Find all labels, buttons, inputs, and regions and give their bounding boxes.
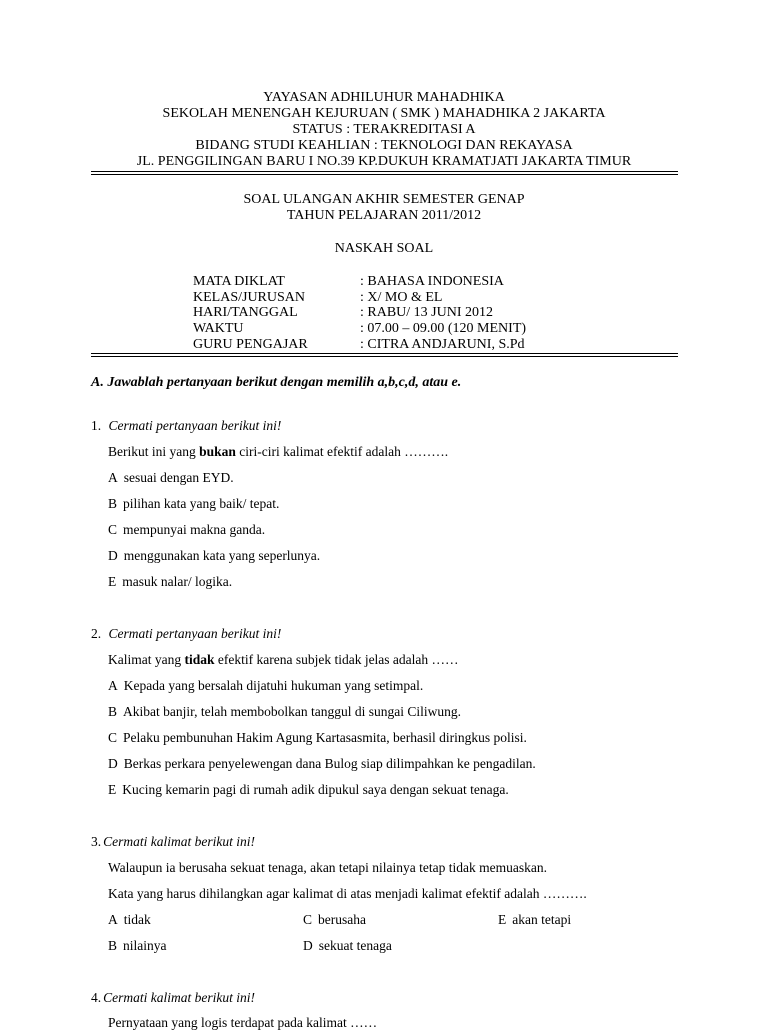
option-text: sekuat tenaga — [318, 938, 392, 953]
header-foundation: YAYASAN ADHILUHUR MAHADHIKA — [263, 90, 505, 105]
naskah-soal: NASKAH SOAL — [334, 241, 434, 256]
option-letter: B — [108, 704, 118, 719]
option-text: tidak — [123, 912, 151, 927]
option-text: Pelaku pembunuhan Hakim Agung Kartasasmita, berhasil diringkus polisi. — [123, 730, 527, 745]
option-text: Akibat banjir, telah membobolkan tanggul di sungai Ciliwung. — [123, 704, 462, 719]
question-1-option-b[interactable] — [108, 496, 279, 512]
question-instruction: Cermati pertanyaan berikut ini! — [108, 626, 282, 641]
option-letter: D — [108, 756, 118, 771]
question-3-question: Kata yang harus dihilangkan agar kalimat di atas menjadi kalimat efektif adalah ………. — [108, 886, 587, 901]
option-letter: B — [108, 496, 118, 511]
option-text: menggunakan kata yang seperlunya. — [123, 548, 321, 563]
option-letter: D — [303, 938, 313, 953]
info-rule-top — [91, 353, 678, 354]
header-address: JL. PENGGILINGAN BARU I NO.39 KP.DUKUH KRAMATJATI JAKARTA TIMUR — [136, 154, 632, 169]
option-letter: A — [108, 470, 118, 485]
option-letter: D — [108, 548, 118, 563]
stem-text: Berikut ini yang — [108, 444, 200, 459]
stem-text: Kalimat yang — [108, 652, 185, 667]
info-value-class: : X/ MO & EL — [360, 290, 443, 305]
option-letter: C — [303, 912, 313, 927]
option-letter: B — [108, 938, 118, 953]
option-text: masuk nalar/ logika. — [122, 574, 233, 589]
question-3-option-d[interactable] — [303, 938, 392, 954]
option-text: akan tetapi — [512, 912, 572, 927]
info-label-time: WAKTU — [193, 321, 244, 336]
option-letter: E — [108, 782, 117, 797]
info-rule-bottom — [91, 356, 678, 357]
header-status: STATUS : TERAKREDITASI A — [292, 122, 476, 137]
question-1-header — [91, 418, 281, 434]
question-1-option-d[interactable] — [108, 548, 320, 564]
question-2-option-e[interactable] — [108, 782, 509, 798]
option-text: sesuai dengan EYD. — [123, 470, 234, 485]
question-2-option-c[interactable] — [108, 730, 527, 746]
question-instruction: Cermati kalimat berikut ini! — [103, 990, 255, 1005]
info-label-subject: MATA DIKLAT — [193, 274, 285, 289]
stem-text: ciri-ciri kalimat efektif adalah ………. — [235, 444, 449, 459]
section-a-instruction: A. Jawablah pertanyaan berikut dengan memilih a,b,c,d, atau e. — [91, 375, 462, 390]
stem-emphasis: bukan — [199, 444, 236, 459]
question-number: 1. — [91, 418, 102, 433]
option-text: Kepada yang bersalah dijatuhi hukuman yang setimpal. — [123, 678, 424, 693]
question-1-option-e[interactable] — [108, 574, 232, 590]
question-3-option-e[interactable] — [498, 912, 571, 928]
question-1-option-a[interactable] — [108, 470, 234, 486]
option-letter: C — [108, 522, 118, 537]
question-3-header — [91, 834, 255, 850]
question-1-option-c[interactable] — [108, 522, 265, 538]
question-3-option-b[interactable] — [108, 938, 167, 954]
stem-emphasis: tidak — [184, 652, 215, 667]
option-text: Kucing kemarin pagi di rumah adik dipukul saya dengan sekuat tenaga. — [122, 782, 509, 797]
question-4-header — [91, 990, 255, 1006]
info-label-day: HARI/TANGGAL — [193, 305, 298, 320]
question-2-option-a[interactable] — [108, 678, 423, 694]
question-2-header — [91, 626, 281, 642]
header-field: BIDANG STUDI KEAHLIAN : TEKNOLOGI DAN REKAYASA — [195, 138, 573, 153]
option-text: nilainya — [123, 938, 167, 953]
option-letter: A — [108, 678, 118, 693]
question-2-option-b[interactable] — [108, 704, 461, 720]
info-label-class: KELAS/JURUSAN — [193, 290, 306, 305]
option-text: berusaha — [318, 912, 366, 927]
option-letter: C — [108, 730, 118, 745]
header-school: SEKOLAH MENENGAH KEJURUAN ( SMK ) MAHADHIKA 2 JAKARTA — [162, 106, 606, 121]
option-letter: A — [108, 912, 118, 927]
info-value-teacher: : CITRA ANDJARUNI, S.Pd — [360, 337, 525, 352]
question-2-option-d[interactable] — [108, 756, 536, 772]
option-text: Berkas perkara penyelewengan dana Bulog siap dilimpahkan ke pengadilan. — [123, 756, 536, 771]
question-number: 2. — [91, 626, 102, 641]
question-3-option-a[interactable] — [108, 912, 151, 928]
question-instruction: Cermati pertanyaan berikut ini! — [108, 418, 282, 433]
header-rule-bottom — [91, 174, 678, 175]
question-instruction: Cermati kalimat berikut ini! — [103, 834, 255, 849]
question-1-stem — [108, 444, 448, 460]
info-value-subject: : BAHASA INDONESIA — [360, 274, 504, 289]
option-letter: E — [108, 574, 117, 589]
stem-text: efektif karena subjek tidak jelas adalah …… — [214, 652, 459, 667]
exam-year: TAHUN PELAJARAN 2011/2012 — [286, 208, 482, 223]
question-2-stem — [108, 652, 459, 668]
exam-title: SOAL ULANGAN AKHIR SEMESTER GENAP — [243, 192, 525, 207]
info-value-day: : RABU/ 13 JUNI 2012 — [360, 305, 494, 320]
option-text: pilihan kata yang baik/ tepat. — [123, 496, 280, 511]
question-4-partial: Pernyataan yang logis terdapat pada kalimat …… — [108, 1015, 378, 1030]
question-number: 3. — [91, 834, 102, 849]
info-value-time: : 07.00 – 09.00 (120 MENIT) — [360, 321, 527, 336]
option-letter: E — [498, 912, 507, 927]
info-label-teacher: GURU PENGAJAR — [193, 337, 308, 352]
option-text: mempunyai makna ganda. — [123, 522, 266, 537]
header-rule-top — [91, 171, 678, 172]
question-3-option-c[interactable] — [303, 912, 366, 928]
question-3-sentence: Walaupun ia berusaha sekuat tenaga, akan tetapi nilainya tetap tidak memuaskan. — [108, 860, 547, 875]
question-number: 4. — [91, 990, 102, 1005]
